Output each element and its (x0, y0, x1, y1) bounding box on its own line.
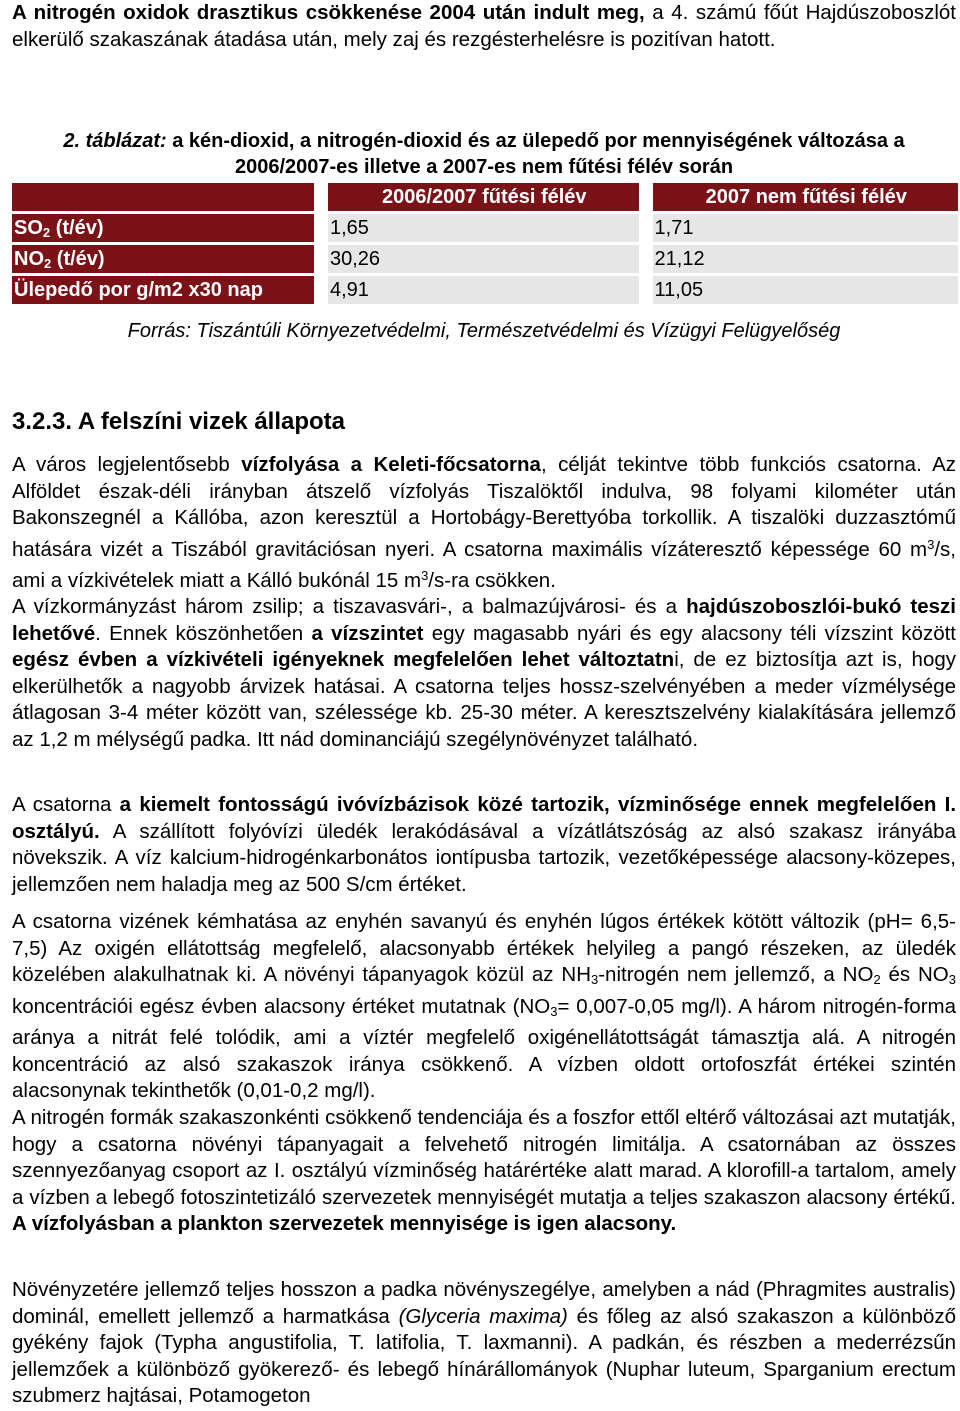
table-source: Forrás: Tiszántúli Környezetvédelmi, Természetvédelmi és Vízügyi Felügyelőség (127, 320, 841, 342)
col-header-2007: 2007 nem fűtési félév (653, 183, 958, 211)
so2-value-2007: 1,71 (653, 214, 958, 242)
table-corner-cell (12, 183, 314, 211)
section-heading: 3.2.3. A felszíni vizek állapota (12, 408, 346, 435)
row-label-dust: Ülepedő por g/m2 x30 nap (12, 276, 314, 304)
intro-paragraph (12, 0, 956, 53)
paragraph-3: A csatorna a kiemelt fontosságú ivóvízbázisok közé tartozik, vízminősége ennek megfelelően I. osztályú. A szállított folyóvízi üledék lerakódásával a vízátlátszóság az alsó szakasz irányába növekszik. A víz kalcium-hidrogénkarbonátos iontípusba tartozik, vezetőképessége alacsony-közepes, jellemzően nem haladja meg az 500 S/cm értéket. (12, 793, 957, 896)
caption-prefix: 2. táblázat: (63, 130, 167, 152)
row-label-so2: $SO_2$ (t/év) (12, 214, 314, 242)
paragraph-4: A csatorna vizének kémhatása az enyhén savanyú és enyhén lúgos értékek kötött változik (pH= 6,5-7,5) Az oxigén ellátottság megfelelő, alacsonyabb értékek helyileg a pangó részeken, az üledék közelében alakulhatnak ki. A növényi tápanyagok közül az $NH_3$-nitrogén nem jellemző, a $NO_2$ és $NO_3$ koncentrációi egész évben alacsony értéket mutatnak ($NO_3= 0,007-0,05$ mg/l). A három nitrogén-forma aránya a nitrát felé tolódik, ami a víztér megfelelő oxigénellátottságát támasztja alá. A nitrogén koncentráció az alsó szakaszok iránya csökkenő. A vízben oldott ortofoszfát értékei szintén alacsonynak tekinthetők (0,01-0,2 mg/l). (12, 910, 956, 1102)
paragraph-6: Növényzetére jellemző teljes hosszon a padka növényszegélye, amelyben a nád (Phragmites australis) dominál, emellett jellemző a harmatkása (Glyceria maxima) és főleg az alsó szakaszon a különböző gyékény fajok (Typha angustifolia, T. latifolia, T. laxmanni). A padkán, és részben a mederrézsűn jellemzőek a különböző gyökerező- és lebegő hínárállományok (Nuphar luteum, Sparganium erectum szubmerz hajtásai, Potamogeton (12, 1278, 956, 1407)
intro-bold: A nitrogén oxidok drasztikus csökkenése 2004 után indult meg, (12, 1, 645, 24)
table-row (12, 214, 958, 242)
paragraph-2: A vízkormányzást három zsilip; a tiszavasvári-, a balmazújvárosi- és a hajdúszoboszlói-bukó teszi lehetővé. Ennek köszönhetően a vízszintet egy magasabb nyári és egy alacsony téli vízszint között egész évben a vízkivételi igényeknek megfelelően lehet változtatni, de ez biztosítja azt is, hogy elkerülhetők a nagyobb árvizek hatásai. A csatorna teljes hossz-szelvényében a meder vízmélysége átlagosan 3-4 méter között van, szélessége kb. 25-30 méter. A keresztszelvény kialakítására jellemző az 1,2 m mélységű padka. Itt nád dominanciájú szegélynövényzet található. (12, 595, 957, 751)
so2-value-2006-2007: 1,65 (328, 214, 639, 242)
intro-rest: a 4. számú főút Hajdúszoboszlót elkerülő szakaszának átadása után, mely zaj és rezgésterhelésre is pozitívan hatott. (12, 1, 956, 51)
paragraph-1: A város legjelentősebb vízfolyása a Keleti-főcsatorna, célját tekintve több funkciós csatorna. Az Alföldet észak-déli irányban átszelő vízfolyás Tiszalöktől indulva, 98 folyami kilométer után Bakonszegnél a Kállóba, azon keresztül a Hortobágy-Berettyóba torkollik. A tiszalöki duzzasztómű hatására vizét a Tiszából gravitációsan nyeri. A csatorna maximális vízáteresztő képessége 60 $m^3/s$, ami a vízkivételek miatt a Kálló bukónál 15 $m^3/s-ra$ csökken. (12, 453, 957, 592)
paragraph-5: A nitrogén formák szakaszonkénti csökkenő tendenciája és a foszfor ettől eltérő változásai azt mutatják, hogy a csatorna növényi tápanyagait a felvehető nitrogén limitálja. A csatornában az összes szennyezőanyag csoport az I. osztályú vízminőség határértéke alatt marad. A klorofill-a tartalom, amely a vízben a lebegő fotoszintetizáló szervezetek mennyiségét mutatja a teljes szakaszon alacsony értékű. A vízfolyásban a plankton szervezetek mennyisége is igen alacsony. (12, 1106, 956, 1235)
emissions-table (12, 180, 958, 307)
table-header-row (12, 183, 958, 211)
no2-value-2006-2007: 30,26 (328, 245, 639, 273)
dust-value-2006-2007: 4,91 (328, 276, 639, 304)
no2-value-2007: 21,12 (653, 245, 958, 273)
table-caption (12, 128, 956, 180)
caption-text: a kén-dioxid, a nitrogén-dioxid és az ülepedő por mennyiségének változása a 2006/2007-es illetve a 2007-es nem fűtési félév során (166, 130, 905, 178)
table-row (12, 245, 958, 273)
dust-value-2007: 11,05 (653, 276, 958, 304)
col-header-2006-2007: 2006/2007 fűtési félév (328, 183, 639, 211)
table-row (12, 276, 958, 304)
row-label-no2: $NO_2$ (t/év) (12, 245, 314, 273)
